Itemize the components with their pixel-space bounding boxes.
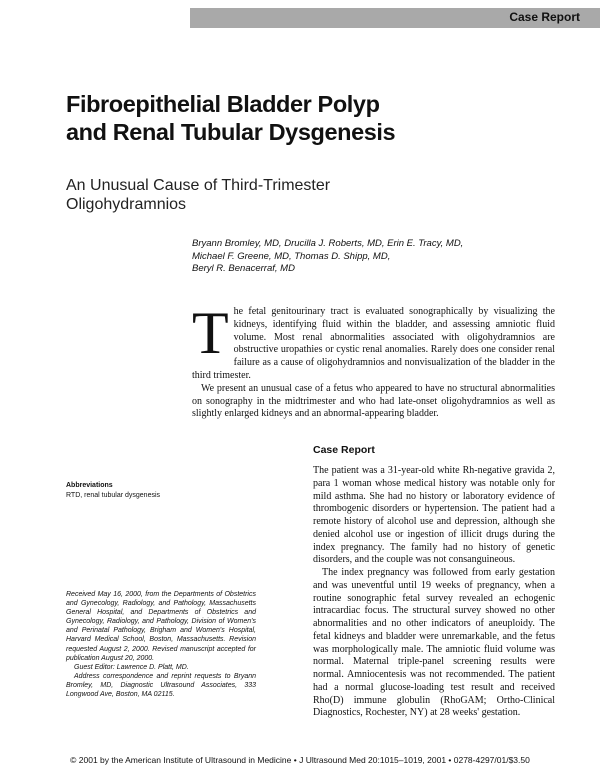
footnote-received: Received May 16, 2000, from the Departments of Obstetrics and Gynecology, Radiology, and Pathology, Massachusetts General Hospital, and Departments of Obstetrics and Gynecology, Radiology, and Pathology, Division of Women's and Perinatal Pathology, Brigham and Women's Hospital, Harvard Medical School, Boston, Massachusetts. Revision requested August 2, 2000. Revised manuscript accepted for publication August 20, 2000. (66, 591, 256, 662)
drop-cap: T (192, 300, 229, 366)
author-line: Michael F. Greene, MD, Thomas D. Shipp, MD, (192, 250, 391, 262)
header-band (190, 8, 600, 28)
section-label: Case Report (509, 10, 580, 24)
page-footer: © 2001 by the American Institute of Ultrasound in Medicine • J Ultrasound Med 20:1015–1019, 2001 • 0278-4297/01/$3.50 (70, 755, 530, 765)
author-list (192, 238, 492, 276)
case-report-heading: Case Report (313, 444, 375, 456)
body-paragraph: The index pregnancy was followed from early gestation and was uneventful until 19 weeks of pregnancy, when a routine sonographic fetal survey revealed an echogenic intracardiac focus. The structural survey showed no other abnormalities and no other indicators of aneuploidy. The fetal kidneys and bladder were unremarkable, and the fetus was morphologically male. The amniotic fluid volume was normal. Maternal triple-panel screening results were normal. Amniocentesis was not recommended. The patient had a normal glucose-loading test result and received Rho(D) immune globulin (RhoGAM; Ortho-Clinical Diagnostics, Rochester, NY) at 28 weeks' gestation. (313, 567, 555, 719)
author-line: Bryann Bromley, MD, Drucilla J. Roberts, MD, Erin E. Tracy, MD, (192, 238, 464, 249)
abbreviations-box (66, 481, 266, 501)
abstract (192, 300, 555, 421)
article-subtitle: An Unusual Cause of Third-Trimester Oligohydramnios (66, 177, 331, 213)
article-title: Fibroepithelial Bladder Polyp and Renal Tubular Dysgenesis (66, 91, 396, 145)
article-footnote (66, 590, 256, 699)
body-paragraph: The patient was a 31-year-old white Rh-negative gravida 2, para 1 woman whose medical history was notable only for mild asthma. She had no history or laboratory evidence of thrombogenic disorders or hypertension. The patient had a remote history of alcohol use and depression, although she denied alcohol use or ingestion of illicit drugs during the index pregnancy. The family had no history of genetic disorders, and the couple was not consanguineous. (313, 465, 555, 566)
abstract-paragraph: We present an unusual case of a fetus who appeared to have no structural abnormalities on sonography in the midtrimester and who had late-onset oligohydramnios as well as slightly enlarged kidneys and an abnormal-appearing bladder. (192, 382, 555, 420)
author-line: Beryl R. Benacerraf, MD (192, 263, 295, 274)
footnote-correspondence: Address correspondence and reprint requests to Bryann Bromley, MD, Diagnostic Ultrasound Associates, 333 Longwood Ave, Boston, MA 02115. (66, 672, 256, 699)
abbreviations-heading: Abbreviations (66, 482, 113, 489)
case-report-body (313, 465, 555, 720)
abbreviations-text: RTD, renal tubular dysgenesis (66, 492, 161, 499)
footnote-guest-editor: Guest Editor: Lawrence D. Platt, MD. (74, 663, 189, 671)
abstract-paragraph: he fetal genitourinary tract is evaluated sonographically by visualizing the kidneys, identifying fluid within the bladder, and assessing amniotic fluid volume. Most renal abnormalities associated with oligohydramnios are obstructive uropathies or cystic renal anomalies. Rarely does one consider renal failure as a cause of oligohydramnios and nonvisualization of the bladder in the third trimester. (192, 306, 555, 381)
